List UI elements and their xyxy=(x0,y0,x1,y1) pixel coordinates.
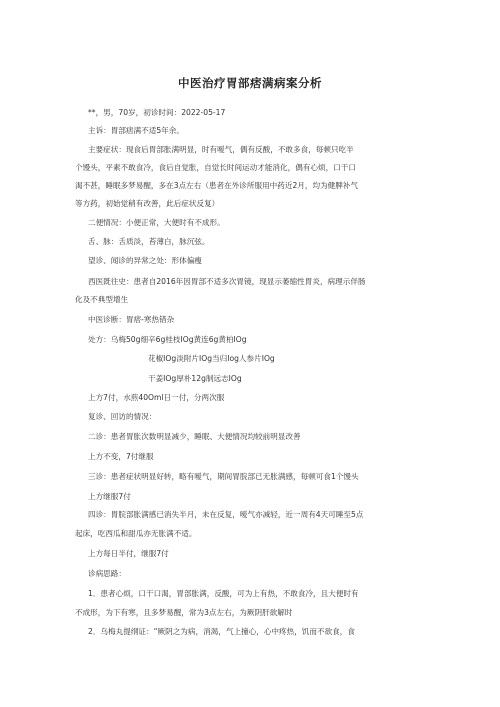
symptoms-line-2: 个馒头，平素不敢食冷，食后自觉胀，自觉长时间运动才能消化，偶有心烦，口干口 xyxy=(75,163,356,172)
history-line-2: 化及不典型增生 xyxy=(75,295,129,304)
reasoning-point-1-line-1: 1．患者心烦，口干口渴，胃部胀满，反酸，可为上有热，不敢食冷，且大便时有 xyxy=(88,589,359,598)
tongue-pulse-line: 舌、脉：舌质淡，苔薄白，脉沉弦。 xyxy=(88,237,210,246)
second-visit-line: 二诊：患者胃胀次数明显减少，睡眠、大便情况均较前明显改善 xyxy=(88,432,301,441)
bowel-line: 二便情况：小便正常，大便时有不成形。 xyxy=(88,218,225,227)
prescription-line-1: 处方：乌梅50g细辛6g桂枝IOg黄连6g黄柏IOg xyxy=(88,335,247,344)
followup-heading: 复诊、回访的情况： xyxy=(88,412,157,421)
fourth-visit-line-2: 起床，吃西瓜和甜瓜亦无胀满不适。 xyxy=(75,529,197,538)
reasoning-point-1-line-2: 不成形，为下有寒，且多梦易醒，常为3点左右，为厥阴肝欲解时 xyxy=(75,608,293,617)
reasoning-heading: 诊病思路： xyxy=(88,569,126,578)
fourth-visit-rx-line: 上方每日半付，继服7付 xyxy=(88,549,169,558)
second-visit-rx-line: 上方不变，7付继服 xyxy=(88,452,154,461)
reasoning-point-2-line-1: 2．乌梅丸提纲证：“厥阴之为病，消渴，气上撞心，心中疼热，饥而不欲食，食 xyxy=(88,627,355,636)
third-visit-rx-line: 上方继服7付 xyxy=(88,492,131,501)
patient-info-line: **，男，70岁，初诊时间：2022-05-17 xyxy=(88,108,226,117)
symptoms-line-4: 等方药，初始觉稍有改善，此后症状反复） xyxy=(75,199,220,208)
prescription-line-2: 花椒IOg淡附片IOg当归Iog人参片IOg xyxy=(148,354,275,363)
third-visit-line: 三诊：患者症状明显好转，略有嗳气，期间胃脘部已无胀满感，每顿可食1个馒头 xyxy=(88,472,359,481)
dosage-line: 上方7付，水煎40Oml日一付，分两次服 xyxy=(88,393,225,402)
diagnosis-line: 中医诊断：胃痞-寒热错杂 xyxy=(88,315,175,324)
symptoms-line-3: 渴不甚，睡眠多梦易醒，多在3点左右（患者在外诊所服用中药近2月，均为健脾补气 xyxy=(75,181,359,190)
history-line-1: 西医既往史：患者自2016年因胃部不适多次胃镜，现显示萎缩性胃炎，病理示伴肠 xyxy=(88,277,366,286)
document-title: 中医治疗胃部痞满病案分析 xyxy=(178,76,322,90)
prescription-line-3: 干姜IOg厚朴12g制远志IOg xyxy=(148,374,242,383)
symptoms-line-1: 主要症状：现食后胃部胀满明显，时有嗳气，偶有反酸，不敢多食，每顿只吃半 xyxy=(88,145,354,154)
inspection-line: 望诊、闻诊的异常之处：形体偏瘦 xyxy=(88,256,202,265)
chief-complaint-line: 主诉：胃部痞满不适5年余。 xyxy=(88,126,184,135)
fourth-visit-line-1: 四诊：胃脘部胀满感已消失半月，未在反复，嗳气亦减轻，近一周有4天可睡至5点 xyxy=(88,510,364,519)
